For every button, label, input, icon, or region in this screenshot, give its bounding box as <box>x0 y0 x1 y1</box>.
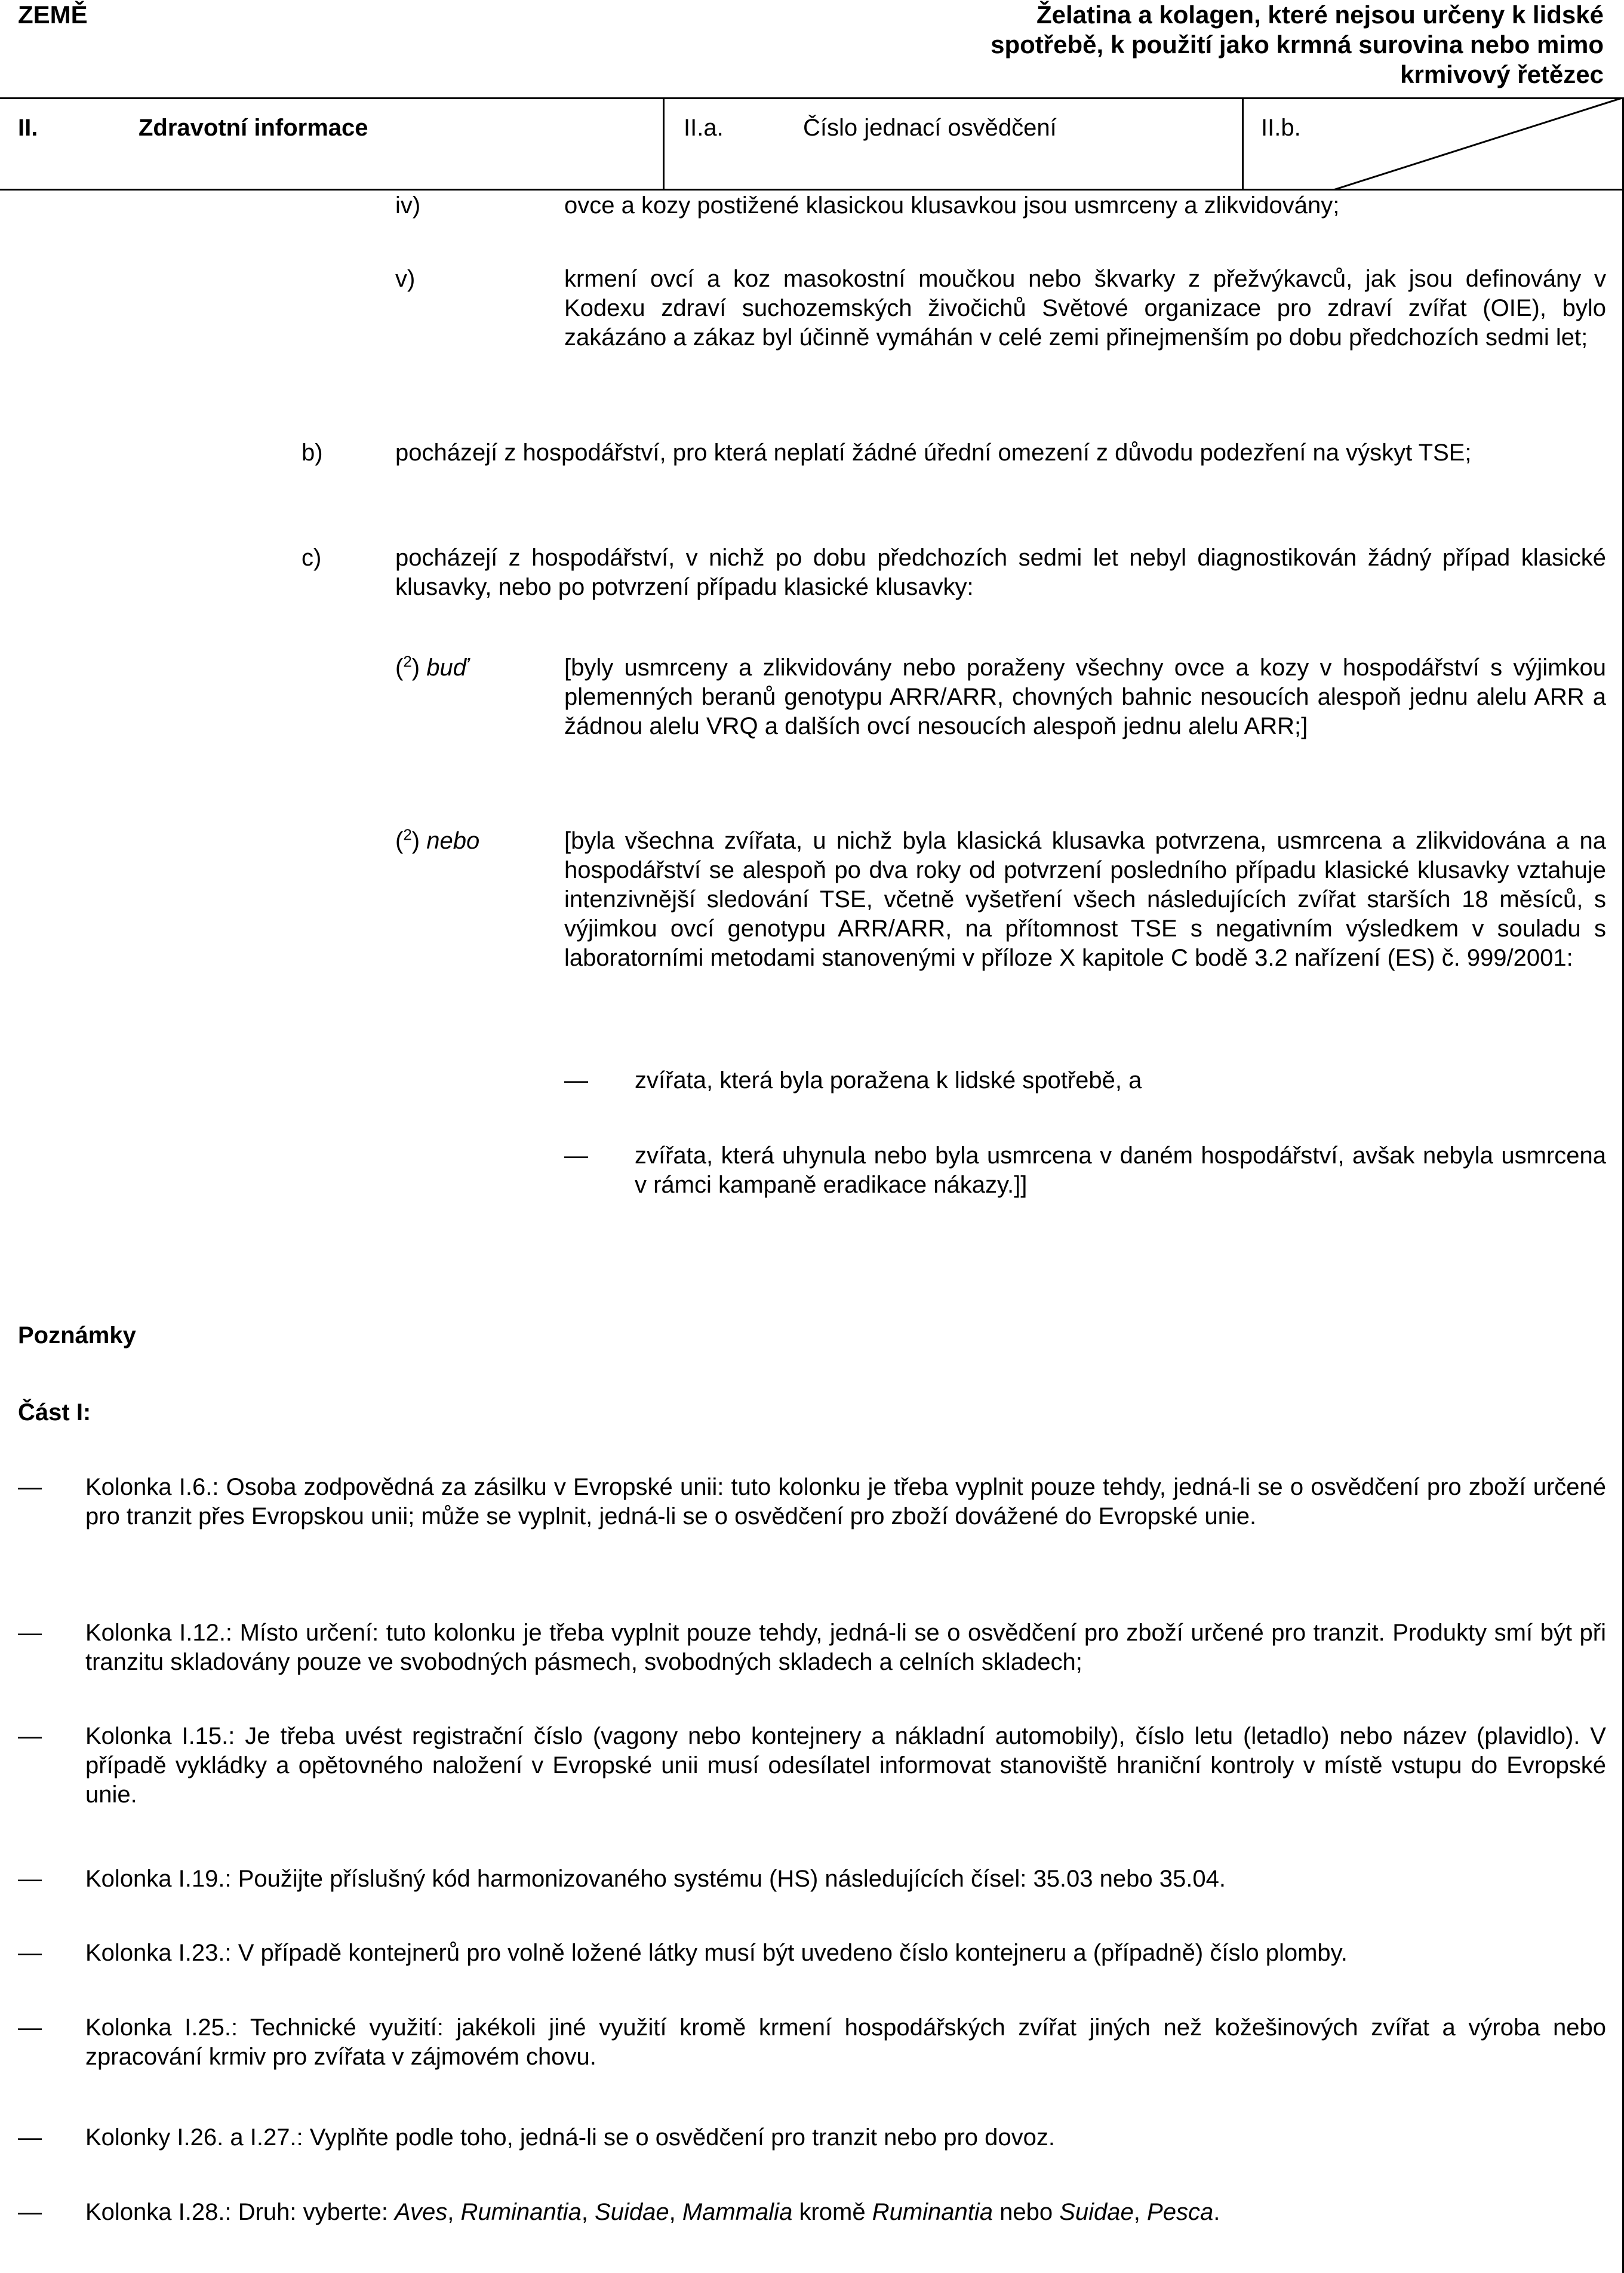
note-8-sep-2: , <box>581 2199 595 2225</box>
option-1-text: [byly usmrceny a zlikvidovány nebo poraženy všechny ovce a kozy v hospodářství s výjimkou plemenných beranů genotypu ARR/ARR, chovných bahnic nesoucích alespoň jednu alelu ARR a žádnou alelu VRQ a dalších ovcí nesoucích alespoň jednu alelu ARR;] <box>564 655 1606 739</box>
option-2-close: ) <box>411 828 420 854</box>
footnote-ref-2: 2 <box>403 825 412 844</box>
note-8-sep-3: , <box>669 2199 682 2225</box>
note-3: Kolonka I.15.: Je třeba uvést registrační číslo (vagony nebo kontejnery a nákladní automobily), číslo letu (letadlo) nebo název (plavidlo). V případě vykládky a opětovného naložení v Evropské unii musí odesílatel informovat stanoviště hraniční kontroly v místě vstupu do Evropské unie. <box>85 1723 1606 1808</box>
document-title-line-3: krmivový řetězec <box>1400 60 1604 88</box>
option-1-open: ( <box>395 655 404 681</box>
note-3-dash: — <box>18 1723 42 1749</box>
option-2-text: [byla všechna zvířata, u nichž byla klasická klusavka potvrzena, usmrcena a zlikvidována a na hospodářství se alespoň po dva roky od potvrzení posledního případu klasické klusavky vztahuje intenzivnější sledování TSE, včetně vyšetření všech následujících zvířat starších 18 měsíců, s výjimkou ovcí genotypu ARR/ARR, na přítomnost TSE s negativním výsledkem v souladu s laboratorními metodami stanovenými v příloze X kapitole C bodě 3.2 nařízení (ES) č. 999/2001: <box>564 828 1606 971</box>
document-title-line-1: Želatina a kolagen, které nejsou určeny k lidské <box>1036 1 1604 29</box>
item-b-label: b) <box>302 440 323 466</box>
note-6-dash: — <box>18 2014 42 2041</box>
section-number: II. <box>18 115 38 141</box>
note-5-dash: — <box>18 1940 42 1966</box>
part-i-heading: Část I: <box>18 1399 91 1426</box>
option-2-word: nebo <box>426 828 480 854</box>
note-7-dash: — <box>18 2124 42 2151</box>
note-8-suidae-2: Suidae <box>1059 2199 1134 2225</box>
footnote-ref-2: 2 <box>403 652 412 671</box>
note-1-dash: — <box>18 1474 42 1500</box>
note-8-aves: Aves <box>395 2199 448 2225</box>
note-5: Kolonka I.23.: V případě kontejnerů pro volně ložené látky musí být uvedeno číslo kontejneru a (případně) číslo plomby. <box>85 1940 1348 1966</box>
note-8-nebo: nebo <box>993 2199 1060 2225</box>
section-title: Zdravotní informace <box>139 115 368 141</box>
iib-label: II.b. <box>1261 115 1301 141</box>
note-8-mid: kromě <box>792 2199 872 2225</box>
reference-title: Číslo jednací osvědčení <box>803 115 1057 141</box>
dash-1-glyph: — <box>564 1067 588 1094</box>
dash-2-text: zvířata, která uhynula nebo byla usmrcena v daném hospodářství, avšak nebyla usmrcena v rámci kampaně eradikace nákazy.]] <box>635 1142 1606 1198</box>
note-4: Kolonka I.19.: Použijte příslušný kód harmonizovaného systému (HS) následujících čísel: 35.03 nebo 35.04. <box>85 1866 1226 1892</box>
dash-2-glyph: — <box>564 1142 588 1169</box>
note-8-pre: Kolonka I.28.: Druh: vyberte: <box>85 2199 395 2225</box>
note-8-end: . <box>1213 2199 1220 2225</box>
notes-heading: Poznámky <box>18 1322 136 1349</box>
document-title-line-2: spotřebě, k použití jako krmná surovina nebo mimo <box>991 30 1604 59</box>
dash-1-text: zvířata, která byla poražena k lidské spotřebě, a <box>635 1067 1142 1094</box>
item-iv-text: ovce a kozy postižené klasickou klusavkou jsou usmrceny a zlikvidovány; <box>564 192 1340 219</box>
note-8-suidae: Suidae <box>595 2199 669 2225</box>
note-2: Kolonka I.12.: Místo určení: tuto kolonku je třeba vyplnit pouze tehdy, jedná-li se o osvědčení pro zboží určené pro tranzit. Produkty smí být při tranzitu skladovány pouze ve svobodných pásmech, svobodných skladech a celních skladech; <box>85 1620 1606 1675</box>
option-1-word: buď <box>426 655 468 681</box>
option-1-label <box>395 653 468 683</box>
header-diagonal-line <box>1242 97 1624 191</box>
note-8-ruminantia-2: Ruminantia <box>872 2199 994 2225</box>
option-2-open: ( <box>395 828 404 854</box>
note-8 <box>85 2198 1606 2227</box>
note-8-dash: — <box>18 2199 42 2225</box>
item-c-text: pocházejí z hospodářství, v nichž po dobu předchozích sedmi let nebyl diagnostikován žádný případ klasické klusavky, nebo po potvrzení případu klasické klusavky: <box>395 545 1606 600</box>
note-2-dash: — <box>18 1620 42 1646</box>
note-8-sep-4: , <box>1133 2199 1148 2225</box>
item-v-label: v) <box>395 266 416 292</box>
item-c-label: c) <box>302 545 322 571</box>
note-8-ruminantia: Ruminantia <box>460 2199 582 2225</box>
item-b-text: pocházejí z hospodářství, pro která neplatí žádné úřední omezení z důvodu podezření na výskyt TSE; <box>395 440 1472 466</box>
country-label: ZEMĚ <box>18 1 88 29</box>
note-8-mammalia: Mammalia <box>682 2199 793 2225</box>
note-7: Kolonky I.26. a I.27.: Vyplňte podle toho, jedná-li se o osvědčení pro tranzit nebo pro dovoz. <box>85 2124 1055 2151</box>
item-iv-label: iv) <box>395 192 421 219</box>
note-8-pesca: Pesca <box>1147 2199 1214 2225</box>
document-title <box>828 0 1604 90</box>
item-v-text: krmení ovcí a koz masokostní moučkou nebo škvarky z přežvýkavců, jak jsou definovány v Kodexu zdraví suchozemských živočichů Světové organizace pro zdraví zvířat (OIE), bylo zakázáno a zákaz byl účinně vymáhán v celé zemi přinejmenším po dobu předchozích sedmi let; <box>564 266 1606 351</box>
reference-label: II.a. <box>684 115 724 141</box>
option-2-label <box>395 827 479 856</box>
note-8-sep-1: , <box>447 2199 461 2225</box>
note-4-dash: — <box>18 1866 42 1892</box>
option-1-close: ) <box>411 655 420 681</box>
header-divider-1 <box>663 97 665 191</box>
note-6: Kolonka I.25.: Technické využití: jakékoli jiné využití kromě krmení hospodářských zvířat jiných než kožešinových zvířat a výroba nebo zpracování krmiv pro zvířata v zájmovém chovu. <box>85 2014 1606 2070</box>
note-1: Kolonka I.6.: Osoba zodpovědná za zásilku v Evropské unii: tuto kolonku je třeba vyplnit pouze tehdy, jedná-li se o osvědčení pro zboží určené pro tranzit přes Evropskou unii; může se vyplnit, jedná-li se o osvědčení pro zboží dovážené do Evropské unie. <box>85 1474 1606 1529</box>
